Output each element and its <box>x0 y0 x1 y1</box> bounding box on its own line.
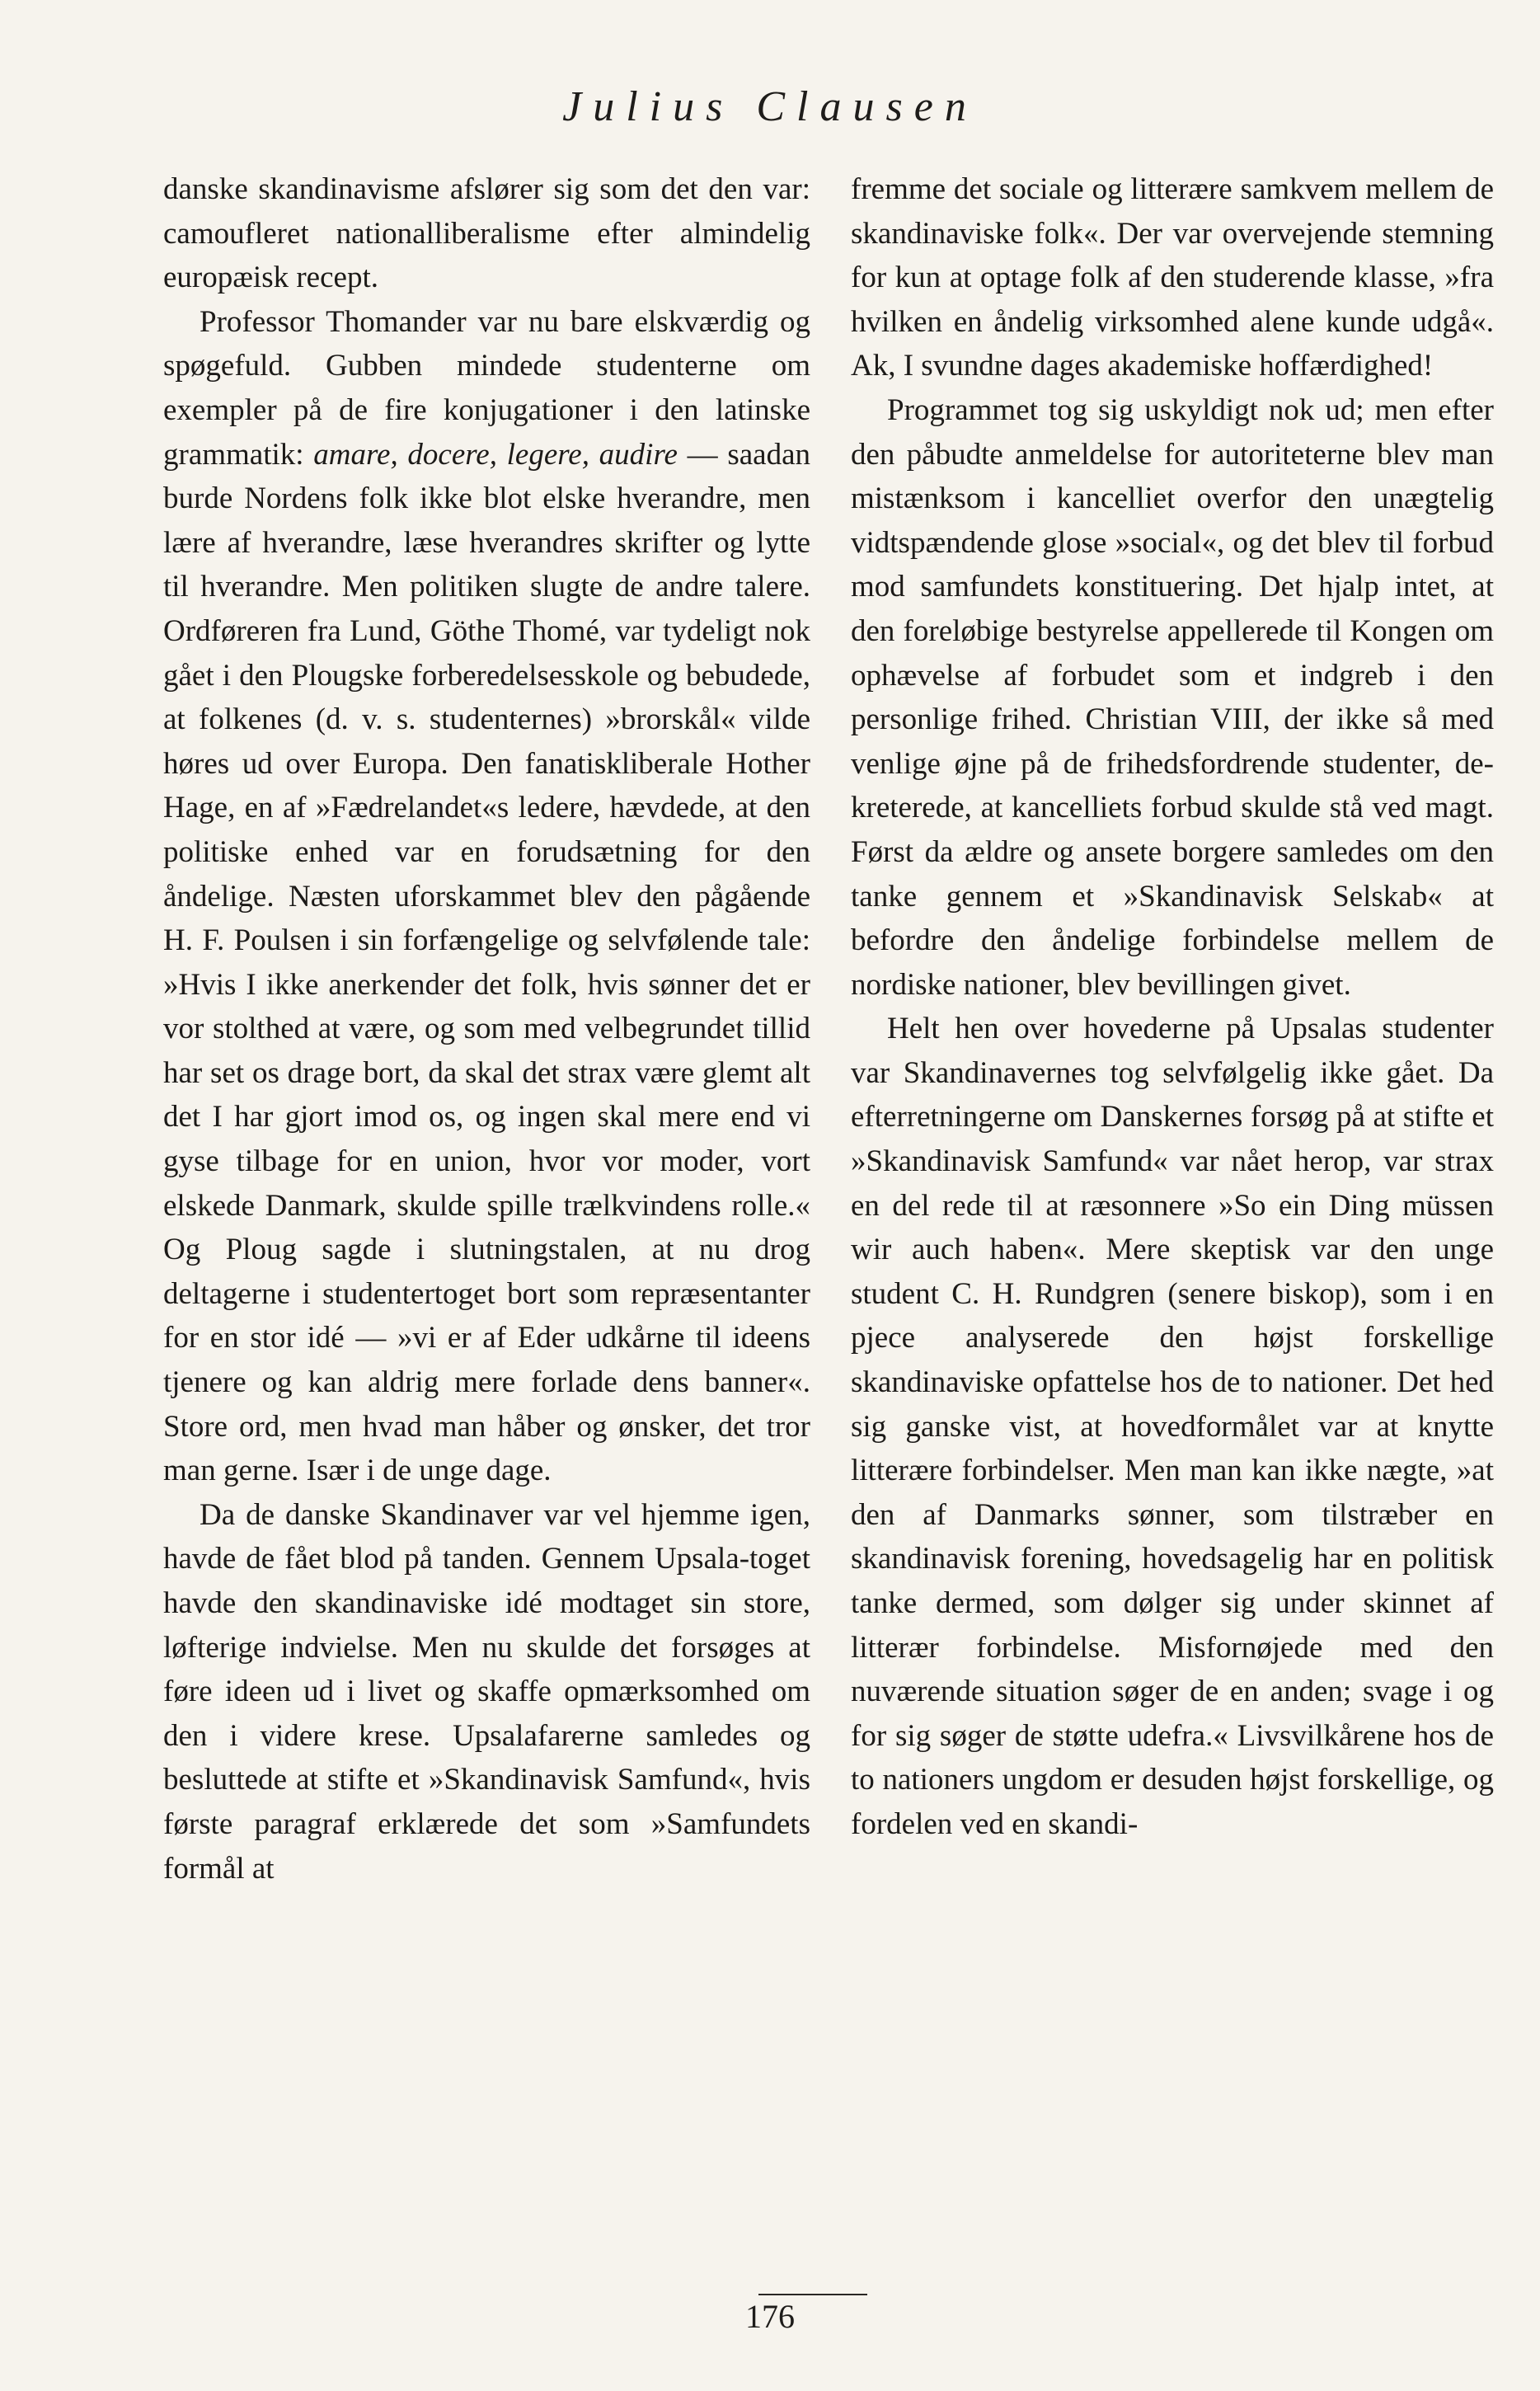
paragraph: danske skandinavisme afslører sig som det den var: camoufleret nationalliberalisme efter almindelig europæisk recept. <box>163 172 810 295</box>
paragraph: Da de danske Skandinaver var vel hjemme igen, havde de fået blod på tanden. Gennem Upsala-toget havde den skandinaviske idé modtaget sin store, løfterige indvielse. Men nu skulde det forsøges at føre ideen ud i livet og skaffe opmærksomhed om den i videre krese. Upsalafarerne samledes og besluttede at stifte et »Skandinavisk Samfund«, hvis første paragraf erklærede det som »Samfundets formål at <box>163 1497 810 1886</box>
page-number: 176 <box>745 2298 795 2335</box>
text-run: — saadan burde Nordens folk ikke blot elske hverandre, men lære af hverandre, læse hverandres skrifter og lytte til hverandre. Men politiken slugte de andre talere. Ordføreren fra Lund, Göthe Thomé, var tydeligt nok gået i den Plougske forberedelsesskole og bebudede, at folkenes (d. v. s. studenternes) »brorskål« vilde høres ud over Europa. Den fanatiskliberale Hother Hage, en af »Fædrelandet«s ledere, hævdede, at den politiske enhed var en forudsætning for den åndelige. Næsten uforskammet blev den pågående H. F. Poulsen i sin forfængelige og selvfølende tale: »Hvis I ikke anerkender det folk, hvis sønner det er vor stolthed at være, og som med velbegrundet tillid har set os drage bort, da skal det strax være glemt alt det I har gjort imod os, og ingen skal mere end vi gyse tilbage for en union, hvor vor moder, vort elskede Danmark, skulde spille trælkvindens rolle.« Og Ploug sagde i slutningstalen, at nu drog deltagerne i studentertoget bort som repræsentanter for en stor idé — »vi er af Eder udkårne til ideens tjenere og kan aldrig mere forlade dens banner«. Store ord, men hvad man håber og ønsker, det tror man gerne. Især i de unge dage. <box>163 437 810 1488</box>
paragraph: Helt hen over hovederne på Upsalas studenter var Skandinavernes tog selvfølgelig ikke gået. Da efterretningerne om Danskernes forsøg på at stifte et »Skandinavisk Samfund« var nået herop, var strax en del rede til at ræsonnere »So ein Ding müssen wir auch haben«. Mere skeptisk var den unge student C. H. Rundgren (senere biskop), som i en pjece analyserede den højst forskellige skandinaviske opfattelse hos de to nationer. Det hed sig ganske vist, at hovedformålet var at knytte litterære forbindelser. Men man kan ikke nægte, »at den af Danmarks sønner, som tilstræber en skandinavisk forening, hovedsagelig har en politisk tanke dermed, som dølger sig under skinnet af litterær forbindelse. Misfornøjede med den nuværende situation søger de en anden; svage i og for sig søger de støtte udefra.« Livsvilkårene hos de to nationers ungdom er desuden højst forskellige, og fordelen ved en skandi- <box>851 1012 1494 1841</box>
paragraph: fremme det sociale og litterære samkvem mellem de skandinaviske folk«. Der var overvejende stemning for kun at optage folk af den studerende klasse, »fra hvilken en åndelig virksomhed alene kunde udgå«. Ak, I svundne dages akademiske hoffærdighed! <box>851 172 1494 383</box>
paragraph <box>163 300 810 1493</box>
text-run: Professor Thomander var nu bare elskværdig og spøgefuld. Gubben mindede studenterne om exempler på de fire konjugationer i den latinske grammatik: <box>163 304 810 472</box>
right-column <box>851 167 1494 1847</box>
paragraph: Programmet tog sig uskyldigt nok ud; men efter den påbudte anmeldelse for autoriteterne blev man mistænksom i kancelliet overfor den unægtelig vidtspændende glose »social«, og det blev til forbud mod samfundets konstituering. Det hjalp intet, at den foreløbige bestyrelse appellerede til Kongen om ophævelse af forbudet som et indgreb i den personlige frihed. Christian VIII, der ikke så med venlige øjne på de frihedsfordrende studenter, dekreterede, at kancelliets forbud skulde stå ved magt. Først da ældre og ansete borgere samledes om den tanke gennem et »Skandinavisk Selskab« at befordre den åndelige forbindelse mellem de nordiske nationer, blev bevillingen givet. <box>851 392 1494 1002</box>
footer-rule <box>758 2294 867 2295</box>
running-header: Julius Clausen <box>562 83 978 130</box>
latin-verbs: amare, docere, legere, audire <box>313 437 678 472</box>
left-column <box>163 167 810 1891</box>
